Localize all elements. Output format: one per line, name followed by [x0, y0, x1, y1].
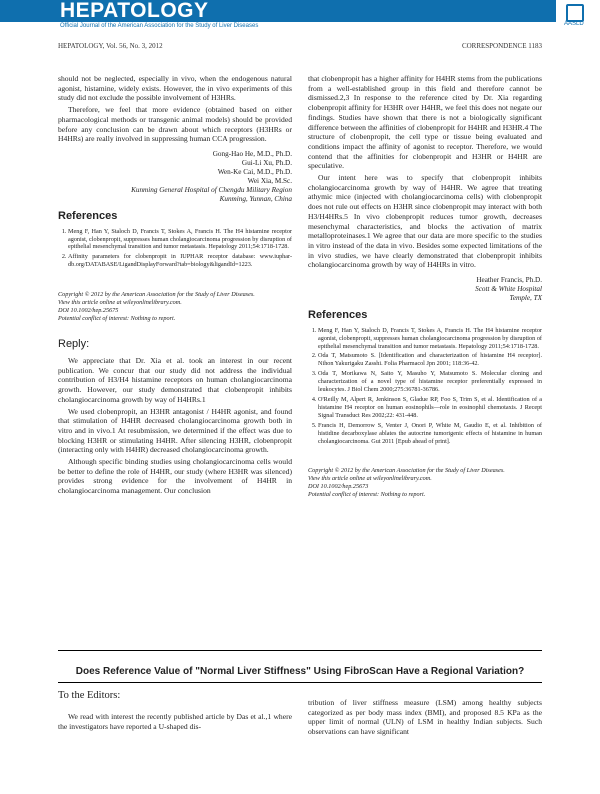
author-name: Gui-Li Xu, Ph.D. — [241, 158, 292, 167]
affiliation: Temple, TX — [509, 294, 542, 303]
reference-item: 5. Francis H, Demorrow S, Venter J, Onori P, White M, Gaudio E, et al. Inhibition of histidine decarboxylase ablates the autocrine tumorigenic effects of histamine in human cholangiocarcinoma. Gut 2011 [Epub ahead of print]. — [318, 422, 542, 446]
affiliation: Kunming, Yunnan, China — [219, 194, 292, 203]
running-head-right: CORRESPONDENCE 1183 — [461, 42, 542, 50]
right-column — [308, 74, 542, 499]
reply-heading: Reply: — [58, 338, 90, 351]
reference-list — [308, 327, 542, 446]
reference-item: 4. O'Reilly M, Alpert R, Jenkinson S, Gladue RP, Foo S, Trim S, et al. Identification of a histamine H4 receptor on human eosinophils—role in eosinophil chemotaxis. J Recept Signal Transduct Res 2002;22: 431-448. — [318, 396, 542, 420]
paragraph: Our intent here was to specify that clobenpropit inhibits cholangiocarcinoma growth by way of H4HR. We agree that treating athymic mice (injected with cholangiocarcinoma cells) with clobenpropit does not rule out effects on H3HR since clobenpropit may interact with both H3/H4HRs.5 In vivo clobenpropit reduces tumor growth, decreases mesenchymal characteristics, and blocks the activation of matrix metalloproteinases.1 We agree that our data are more specific to the studies in vitro instead of the data in vivo. Besides some expected limitations of the in vivo studies, we have clearly demonstrated that clobenpropit inhibits cholangiocarcinoma growth by way of H4HRs in vitro. — [308, 173, 542, 270]
affiliation: Scott & White Hospital — [475, 285, 542, 294]
paragraph: should not be neglected, especially in vivo, when the endogenous natural agonist, histamine, widely exists. However, the in vivo experiments of this study did not exclude the possible involvement of H3HRs. — [58, 74, 292, 103]
paragraph: We appreciate that Dr. Xia et al. took an interest in our recent publication. We concur that our study did not address the individual contribution of H3/H4 histamine receptors on human cholangiocarcinoma growth. However, our study demonstrated that clobenpropit inhibits cholangiocarcinoma growth by way of H4HRs.1 — [58, 356, 292, 404]
divider — [58, 650, 542, 651]
references-heading: References — [308, 309, 368, 322]
journal-banner — [0, 0, 556, 22]
masthead — [0, 0, 600, 34]
author-name: Heather Francis, Ph.D. — [476, 276, 542, 285]
copyright-note: Copyright © 2012 by the American Association for the Study of Liver Diseases. View this article online at wileyonlinelibrary.com. DOI 10.1002/hep.25675 Potential conflict of interest: Nothing to report. — [58, 291, 255, 322]
author-name: Wei Xia, M.Sc. — [247, 176, 292, 185]
left-column — [58, 74, 292, 498]
article-title: Does Reference Value of "Normal Liver Stiffness" Using FibroScan Have a Regional Variation? — [75, 666, 525, 677]
divider — [58, 682, 542, 683]
salutation: To the Editors: — [58, 690, 121, 701]
paragraph: Although specific binding studies using cholangiocarcinoma cells would be better to define the role of H4HR, our study (where H3HR was silenced) provides strong evidence for the involvement of H4HR in cholangiocarcinoma management. Our conclusion — [58, 457, 292, 496]
running-head-left: HEPATOLOGY, Vol. 56, No. 3, 2012 — [58, 42, 163, 50]
author-signature — [308, 276, 542, 303]
author-signature — [58, 150, 292, 204]
paragraph: We read with interest the recently published article by Das et al.,1 where the investigators have reported a U-shaped dis- — [58, 712, 292, 731]
affiliation: Kunming General Hospital of Chengdu Military Region — [131, 185, 292, 194]
article-left-text — [58, 712, 292, 733]
reference-item: 2. Affinity parameters for clobenpropit in IUPHAR receptor database: www.iuphar-db.org/DATABASE/LigandDisplayForward?tab=biology&ligandId=1223. — [68, 253, 292, 269]
reference-item: 2. Oda T, Matsumoto S. [Identification and characterization of histamine H4 receptor]. Nihon Yakurigaku Zasshi. Folia Pharmacol Jpn 2001; 118:36-42. — [318, 352, 542, 368]
article-right-text — [308, 698, 542, 739]
author-name: Gong-Hao He, M.D., Ph.D. — [212, 149, 292, 158]
paragraph: We used clobenpropit, an H3HR antagonist / H4HR agonist, and found that stimulation of H4HR decreased cholangiocarcinoma growth both in vitro and in vivo.1 At resubmission, we determined if the effect was due to blocking H3HR or stimulating H4HR. After silencing H3HR, clobenpropit (interacting only with H4HR) decreased cholangiocarcinoma growth. — [58, 406, 292, 455]
paragraph: tribution of liver stiffness measure (LSM) among healthy subjects categorized as per body mass index (BMI), and proposed 8.5 KPa as the upper limit of normal (ULN) of LSM in healthy Indian subjects. Such observations can have significant — [308, 698, 542, 737]
reference-item: 3. Oda T, Morikawa N, Saito Y, Masuho Y, Matsumoto S. Molecular cloning and characterization of a novel type of histamine receptor preferentially expressed in leukocytes. J Biol Chem 2000;275:36781-36786. — [318, 370, 542, 394]
journal-subtitle: Official Journal of the American Association for the Study of Liver Diseases — [60, 23, 259, 29]
references-heading: References — [58, 209, 118, 222]
paragraph: Therefore, we feel that more evidence (obtained based on either pharmacological methods or transgenic animal models) should be provided before any conclusion can be drawn about which receptors (H3HRs or H4HRs) are really involved in suppressing human CCA progression. — [58, 105, 292, 144]
reference-item: 1. Meng F, Han Y, Staloch D, Francis T, Stokes A, Francis H. The H4 histamine receptor agonist, clobenpropit, suppresses human cholangiocarcinoma progression by disruption of epithelial mesenchymal transition and tumor metastasis. Hepatology 2011;54:1718-1728. — [318, 327, 542, 351]
copyright-note: Copyright © 2012 by the American Association for the Study of Liver Diseases. View this article online at wileyonlinelibrary.com. DOI 10.1002/hep.25673 Potential conflict of interest: Nothing to report. — [308, 467, 505, 498]
paragraph: that clobenpropit has a higher affinity for H4HR stems from the publications from a well-established group in this field and therefore cannot be dismissed.2,3 In response to the reference cited by Dr. Xia regarding clobenpropit affinity for H3HR over H4HR, we feel this does not negate our findings. Studies have shown that there is not a biologically significant difference between the affinities of clobenpropit for H4HR and H3HR.4 The structure of clobenpropit, the cell type or tissue being evaluated and conditions impact the affinity of agonist to receptor. Therefore, we would contend that the affinities for clobenpropit and H3HR or H4HR are speculative. — [308, 74, 542, 171]
reference-list — [58, 228, 292, 270]
aasld-logo-icon: AASLD — [556, 0, 600, 30]
author-name: Wen-Ke Cai, M.D., Ph.D. — [217, 167, 292, 176]
journal-title: HEPATOLOGY — [60, 0, 209, 22]
reference-item: 1. Meng F, Han Y, Staloch D, Francis T, Stokes A, Francis H. The H4 histamine receptor agonist, clobenpropit, suppresses human cholangiocarcinoma progression by disruption of epithelial mesenchymal transition and tumor metastasis. Hepatology 2011;54:1718-1728. — [68, 228, 292, 252]
